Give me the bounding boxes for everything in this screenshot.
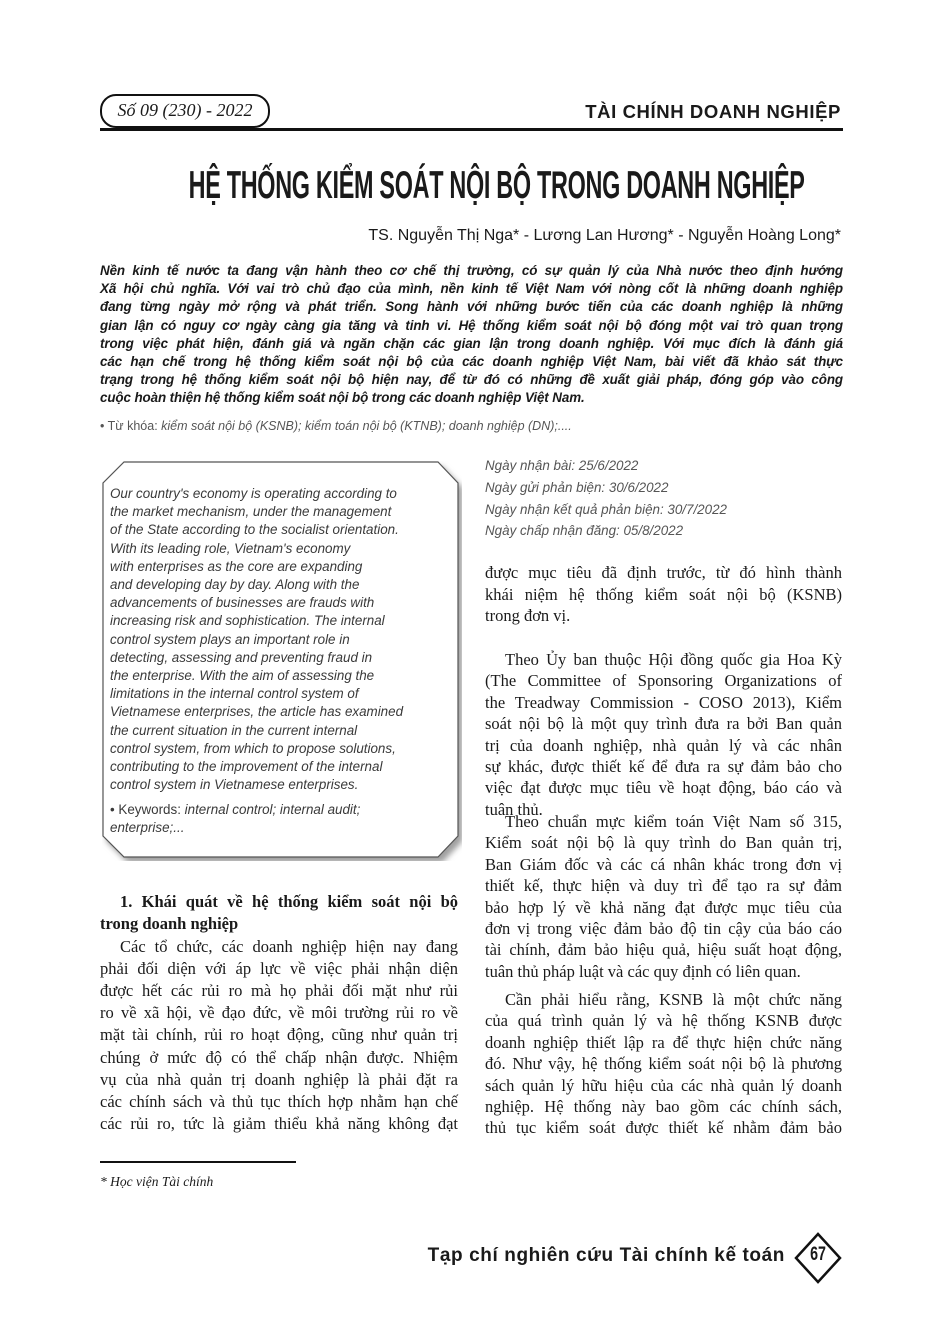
abstract-vi-line: trong việc phát hiện, đánh giá và ngăn chặn các gian lận trong doanh nghiệp. Với mục đích là đánh giá xyxy=(100,335,843,351)
abstract-en-line: Our country's economy is operating according to xyxy=(110,486,397,501)
right-para4-line: sách quản lý hữu hiệu của các nhà quản lý doanh xyxy=(485,1075,842,1095)
abstract-vi-line: gian lận có nguy cơ ngày càng gia tăng và tinh vi. Hệ thống kiểm soát nội bộ đóng một vai trò quan trọng xyxy=(100,317,843,333)
left-para1-line: mặt tài chính, rủi ro hoạt động, cũng như quản trị xyxy=(100,1025,458,1045)
dates-line: Ngày gửi phản biện: 30/6/2022 xyxy=(485,479,669,495)
right-para2-line: sự khác, được thiết kế để đưa ra sự đảm bảo cho xyxy=(485,757,842,776)
left-para1-line: các rủi ro, tức là giảm thiểu khả năng không đạt xyxy=(100,1113,458,1133)
issue-number: Số 09 (230) - 2022 xyxy=(117,100,253,120)
abstract-en-line: With its leading role, Vietnam's economy xyxy=(110,540,351,556)
abstract-vi-line: Xã hội chủ nghĩa. Với vai trò chủ đạo của mình, nền kinh tế Việt Nam với nòng cốt là những doanh nghiệp xyxy=(100,281,843,297)
abstract-en-line: limitations in the internal control system of xyxy=(110,686,359,702)
keywords-english xyxy=(110,802,360,817)
abstract-en-line: the current situation in the current internal xyxy=(110,722,358,738)
section1-heading-line: trong doanh nghiệp xyxy=(100,913,239,933)
right-para4-line: Cần phải hiểu rằng, KSNB là một chức năng xyxy=(505,990,842,1009)
section-label: TÀI CHÍNH DOANH NGHIỆP xyxy=(585,101,841,122)
journal-name: Tạp chí nghiên cứu Tài chính kế toán xyxy=(427,1245,785,1266)
right-para3-line: thiết kế, thực hiện và duy trì để tạo ra sự đảm xyxy=(485,876,842,896)
right-para3-line: Kiểm soát nội bộ là quy trình do Ban quản trị, xyxy=(485,833,842,853)
abstract-en-line: increasing risk and sophistication. The internal xyxy=(110,613,385,629)
keywords-en-label: • Keywords: xyxy=(110,802,185,817)
right-para3-line: tuân thủ pháp luật và các quy định có liên quan. xyxy=(485,961,801,981)
right-para1-line: trong đơn vị. xyxy=(485,606,571,626)
section1-heading-line: 1. Khái quát về hệ thống kiểm soát nội bộ xyxy=(120,892,458,911)
issue-badge xyxy=(100,94,270,128)
right-para1-line: được mục tiêu đã định trước, từ đó hình thành xyxy=(485,563,842,582)
right-para2-line: tuân thủ. xyxy=(485,799,543,819)
keywords-vietnamese xyxy=(100,419,572,433)
abstract-en-line: detecting, assessing and preventing fraud in xyxy=(110,649,373,665)
page-number: 67 xyxy=(810,1244,826,1265)
abstract-en-line: control system in Vietnamese enterprises. xyxy=(110,777,359,793)
abstract-en-line: advancements of businesses are frauds with xyxy=(110,595,375,611)
keywords-label: • Từ khóa: xyxy=(100,419,162,433)
left-para1-line: ro về xã hội, về đạo đức, về môi trường rủi ro về xyxy=(100,1003,458,1023)
right-para2-line: (The Committee of Sponsoring Organizations of xyxy=(485,671,842,691)
left-para1-line: phải đối diện với áp lực về việc phải nhận diện xyxy=(100,959,458,979)
right-para2-line: soát nội bộ là một quy trình đưa ra bởi Ban quản xyxy=(485,714,842,734)
keywords-value: kiểm soát nội bộ (KSNB); kiểm toán nội bộ (KTNB); doanh nghiệp (DN);.... xyxy=(161,419,572,433)
right-para3-line: bảo hợp lý về khả năng đạt được mục tiêu của xyxy=(485,897,842,917)
abstract-en-line: control system, from which to propose solutions, xyxy=(110,740,396,756)
keywords-english-cont: enterprise;... xyxy=(110,820,185,835)
abstract-vi-line: các hạn chế trong hệ thống kiểm soát nội bộ của các doanh nghiệp Việt Nam, bài viết đã khảo sát thực xyxy=(100,354,843,369)
left-para1-line: vụ của nhà quản trị doanh nghiệp là phải đặt ra xyxy=(100,1069,458,1089)
right-para2-line: trị của doanh nghiệp, nhà quản lý và các nhân xyxy=(485,735,842,755)
right-para3-line: Ban Giám đốc và các cá nhân khác trong đơn vị xyxy=(485,854,842,874)
authors: TS. Nguyễn Thị Nga* - Lương Lan Hương* - Nguyễn Hoàng Long* xyxy=(368,227,841,244)
right-para3-line: đơn vị trong việc đảm bảo độ tin cậy của báo cáo xyxy=(485,919,842,938)
left-para1-line: được hết các rủi ro mà họ phải đối mặt như rủi xyxy=(100,981,458,1001)
abstract-en-line: with enterprises as the core are expanding xyxy=(110,558,363,574)
abstract-vi-line: cuộc hoàn thiện hệ thống kiểm soát nội bộ trong các doanh nghiệp Việt Nam. xyxy=(100,390,585,406)
abstract-vi-line: đang từng ngày mở rộng và phát triển. Song hành với những bước tiến của các doanh nghiệp là những xyxy=(100,299,843,315)
dates-line: Ngày nhận kết quả phản biện: 30/7/2022 xyxy=(485,501,727,517)
right-para4-line: của quá trình quản lý và hệ thống KSNB được xyxy=(485,1011,842,1031)
footnote-divider xyxy=(100,1161,296,1163)
right-para2-line: Theo Ủy ban thuộc Hội đồng quốc gia Hoa Kỳ xyxy=(505,650,842,669)
keywords-en-value: internal control; internal audit; xyxy=(184,802,361,817)
footnote: * Học viện Tài chính xyxy=(100,1174,214,1189)
right-para4-line: thủ tục kiểm soát được thiết kế nhằm đảm bảo xyxy=(485,1118,842,1138)
dates-line: Ngày chấp nhận đăng: 05/8/2022 xyxy=(485,523,684,539)
abstract-vi-line: Nền kinh tế nước ta đang vận hành theo cơ chế thị trường, có sự quản lý của Nhà nước theo định hướng xyxy=(100,263,843,278)
article-title: HỆ THỐNG KIỂM SOÁT NỘI BỘ TRONG DOANH NGHIỆP xyxy=(188,164,805,207)
right-para2-line: việc đạt được mục tiêu về hoạt động, báo cáo và xyxy=(485,778,842,798)
abstract-en-line: and developing day by day. Along with the xyxy=(110,577,360,592)
header-divider xyxy=(100,128,843,131)
right-para2-line: the Treadway Commission - COSO 2013), Kiểm xyxy=(485,692,842,712)
right-para1-line: khái niệm hệ thống kiểm soát nội bộ (KSNB) xyxy=(485,584,842,604)
left-para1-line: các chính sách và thủ tục thích hợp nhằm hạn chế xyxy=(100,1091,458,1111)
abstract-vi-line: trạng trong hệ thống kiểm soát nội bộ hiện nay, để từ đó có những đề xuất giải pháp, đóng góp vào công xyxy=(100,372,843,388)
abstract-en-line: the market mechanism, under the management xyxy=(110,504,392,520)
left-para1-line: Các tổ chức, các doanh nghiệp hiện nay đang xyxy=(120,937,458,956)
dates-line: Ngày nhận bài: 25/6/2022 xyxy=(485,458,639,473)
abstract-en-line: Vietnamese enterprises, the article has examined xyxy=(110,704,404,720)
abstract-en-line: of the State according to the socialist orientation. xyxy=(110,522,399,538)
abstract-en-line: the enterprise. With the aim of assessing the xyxy=(110,668,375,683)
left-para1-line: chúng ở mức độ có thể chấp nhận được. Nhiệm xyxy=(100,1047,458,1067)
right-para3-line: tài chính, đảm bảo hiệu quả, hiệu suất hoạt động, xyxy=(485,940,842,960)
abstract-en-line: control system plays an important role in xyxy=(110,631,350,647)
right-para3-line: Theo chuẩn mực kiểm toán Việt Nam số 315, xyxy=(505,812,842,831)
abstract-en-line: contributing to the improvement of the internal xyxy=(110,759,383,774)
right-para4-line: nghiệp. Hệ thống này bao gồm các chính sách, xyxy=(485,1097,842,1116)
right-para4-line: doanh nghiệp thiết lập ra để thực hiện chức năng xyxy=(485,1032,842,1052)
right-para4-line: đó. Như vậy, hệ thống kiểm soát nội bộ là phương xyxy=(485,1054,842,1074)
